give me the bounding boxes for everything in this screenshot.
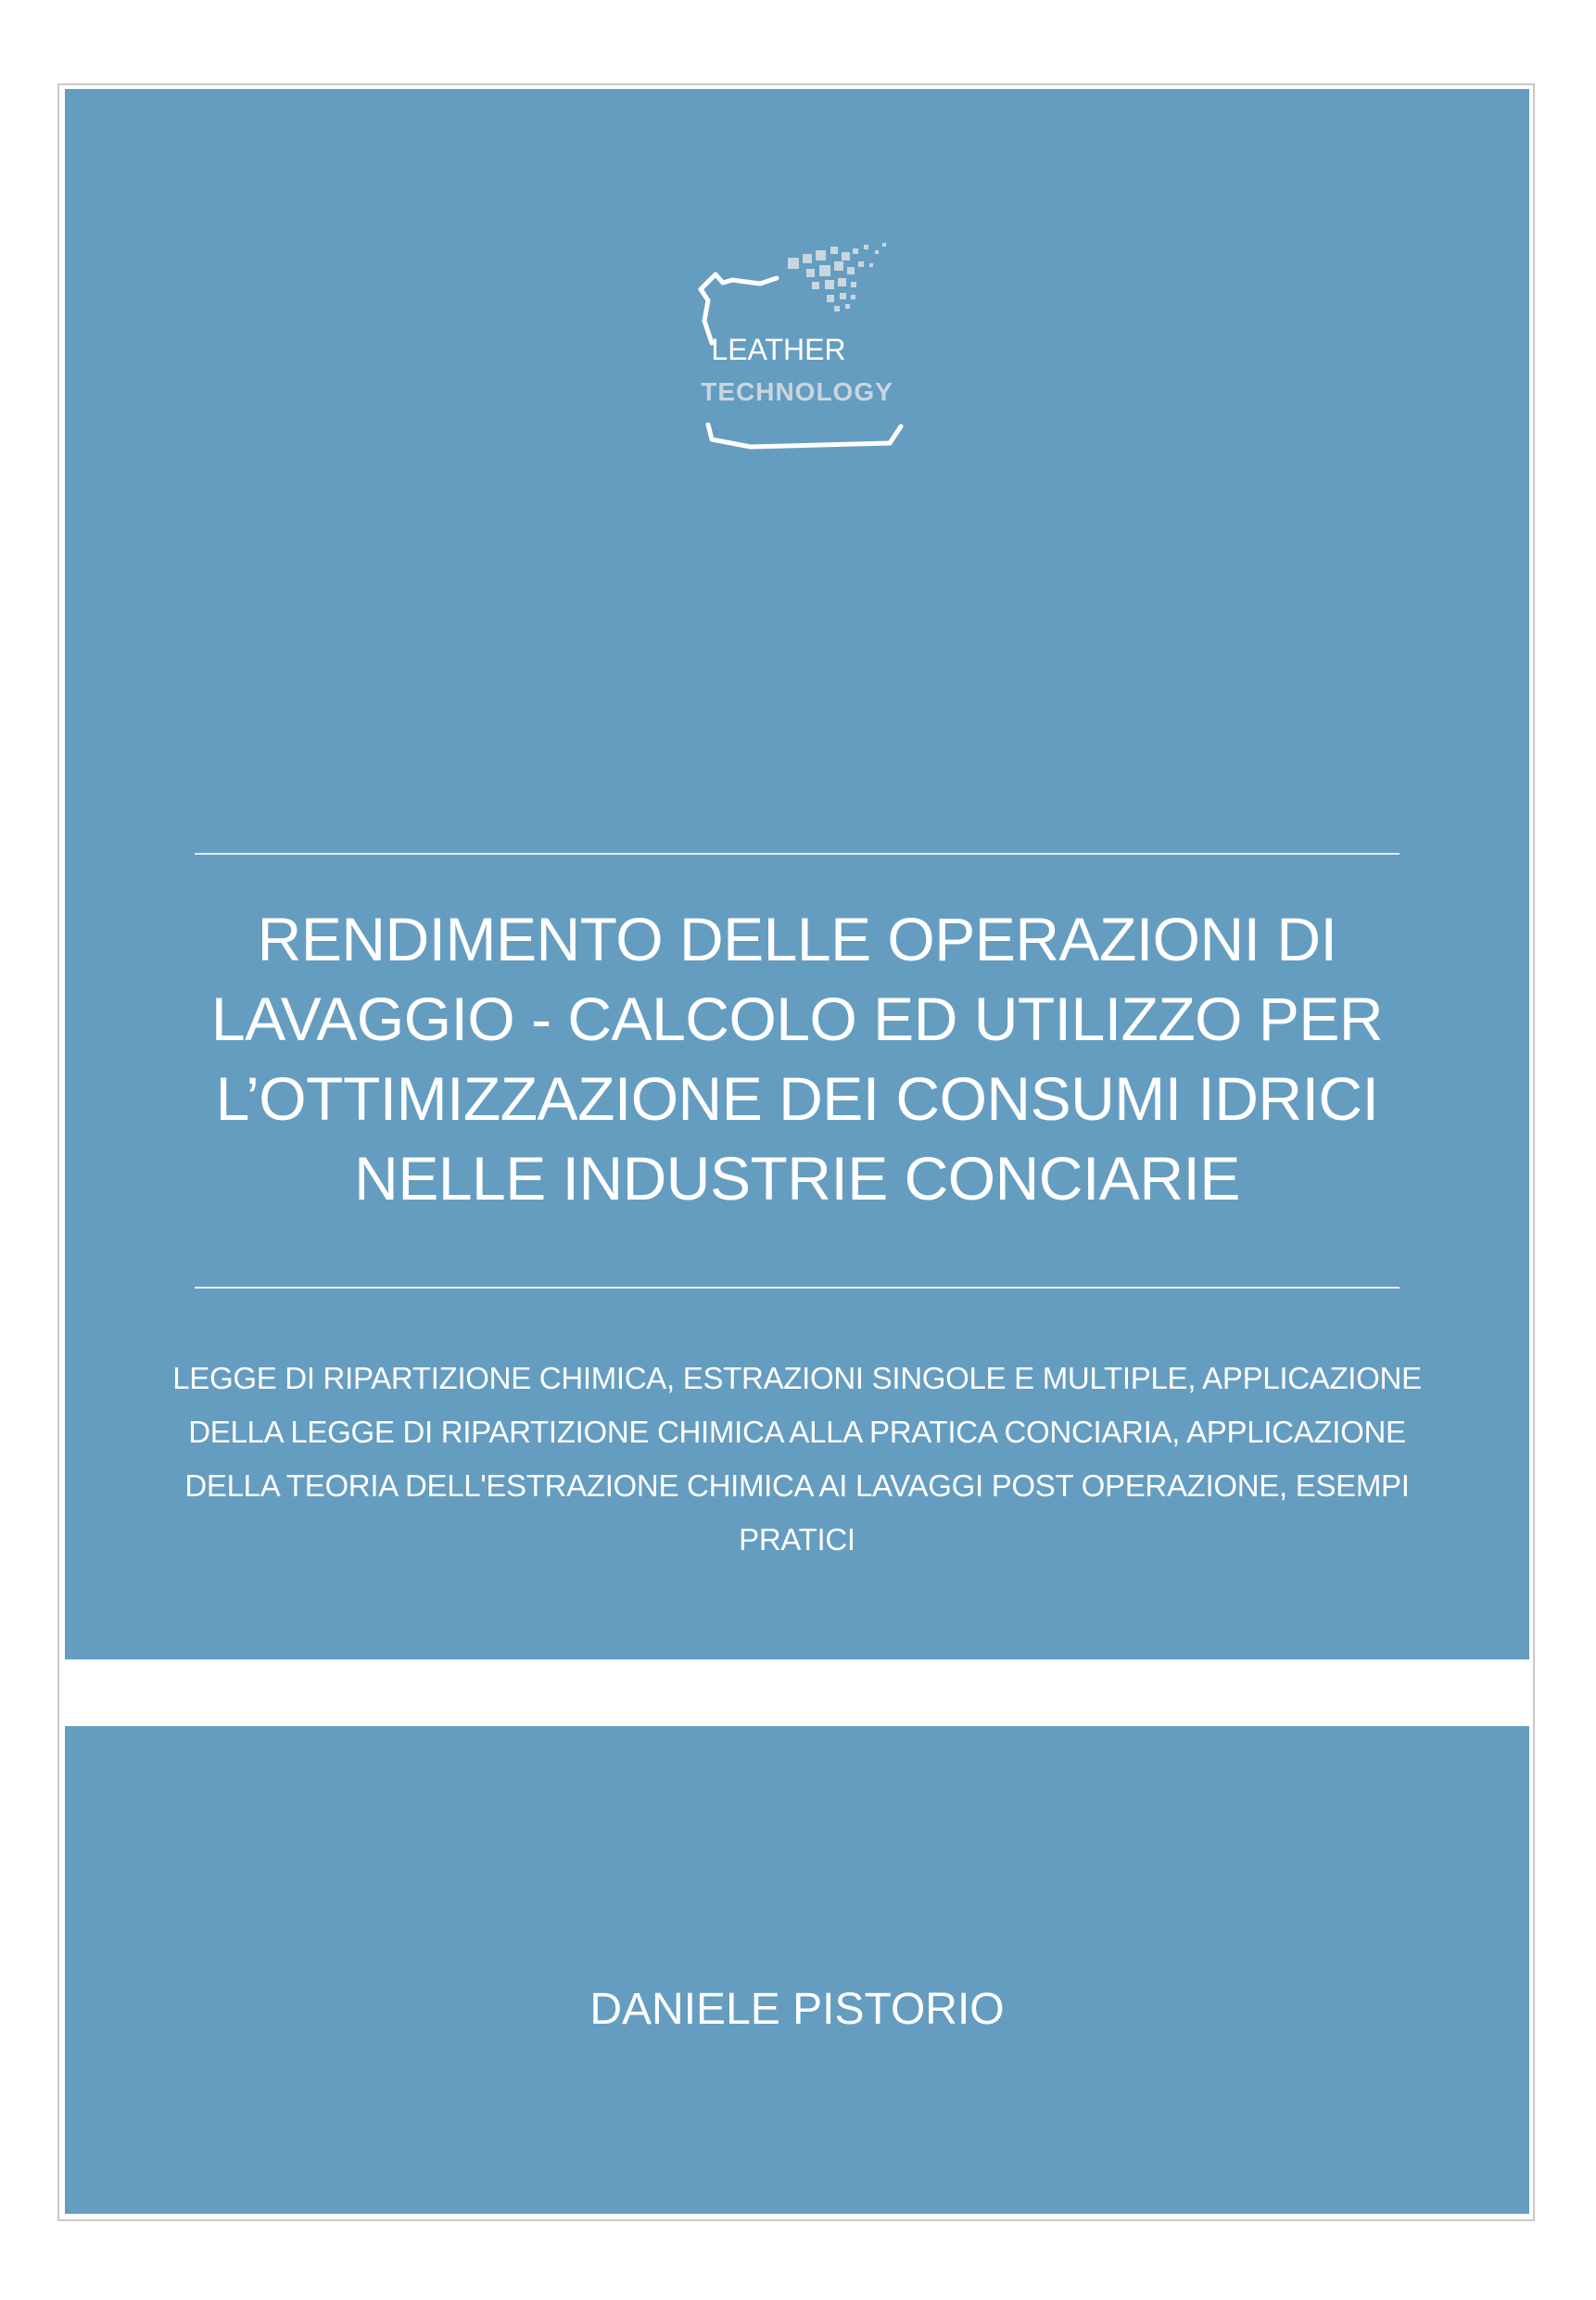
author-name: DANIELE PISTORIO — [589, 1985, 1005, 2034]
pixel-scatter-icon — [788, 243, 886, 311]
cover-bottom-panel — [65, 1726, 1529, 2214]
title-rule-top — [195, 853, 1400, 855]
logo-line-2: TECHNOLOGY — [701, 377, 893, 406]
hide-outline-top-icon — [723, 278, 777, 284]
leather-technology-logo — [667, 241, 945, 464]
logo-line-1: LEATHER — [711, 333, 846, 366]
title-rule-bottom — [195, 1287, 1400, 1289]
logo-bracket-icon — [708, 425, 901, 447]
document-subtitle: LEGGE DI RIPARTIZIONE CHIMICA, ESTRAZIONI SINGOLE E MULTIPLE, APPLICAZIONE DELLA LEGGE DI RIPARTIZIONE CHIMICA ALLA PRATICA CONCIARIA, APPLICAZIONE DELLA TEORIA DELL'ESTRAZIONE CHIMICA AI LAVAGGI POST OPERAZIONE, ESEMPI PRATICI — [172, 1361, 1422, 1557]
document-title: RENDIMENTO DELLE OPERAZIONI DI LAVAGGIO - CALCOLO ED UTILIZZO PER L’OTTIMIZZAZIONE DEI CONSUMI IDRICI NELLE INDUSTRIE CONCIARIE — [210, 905, 1384, 1213]
